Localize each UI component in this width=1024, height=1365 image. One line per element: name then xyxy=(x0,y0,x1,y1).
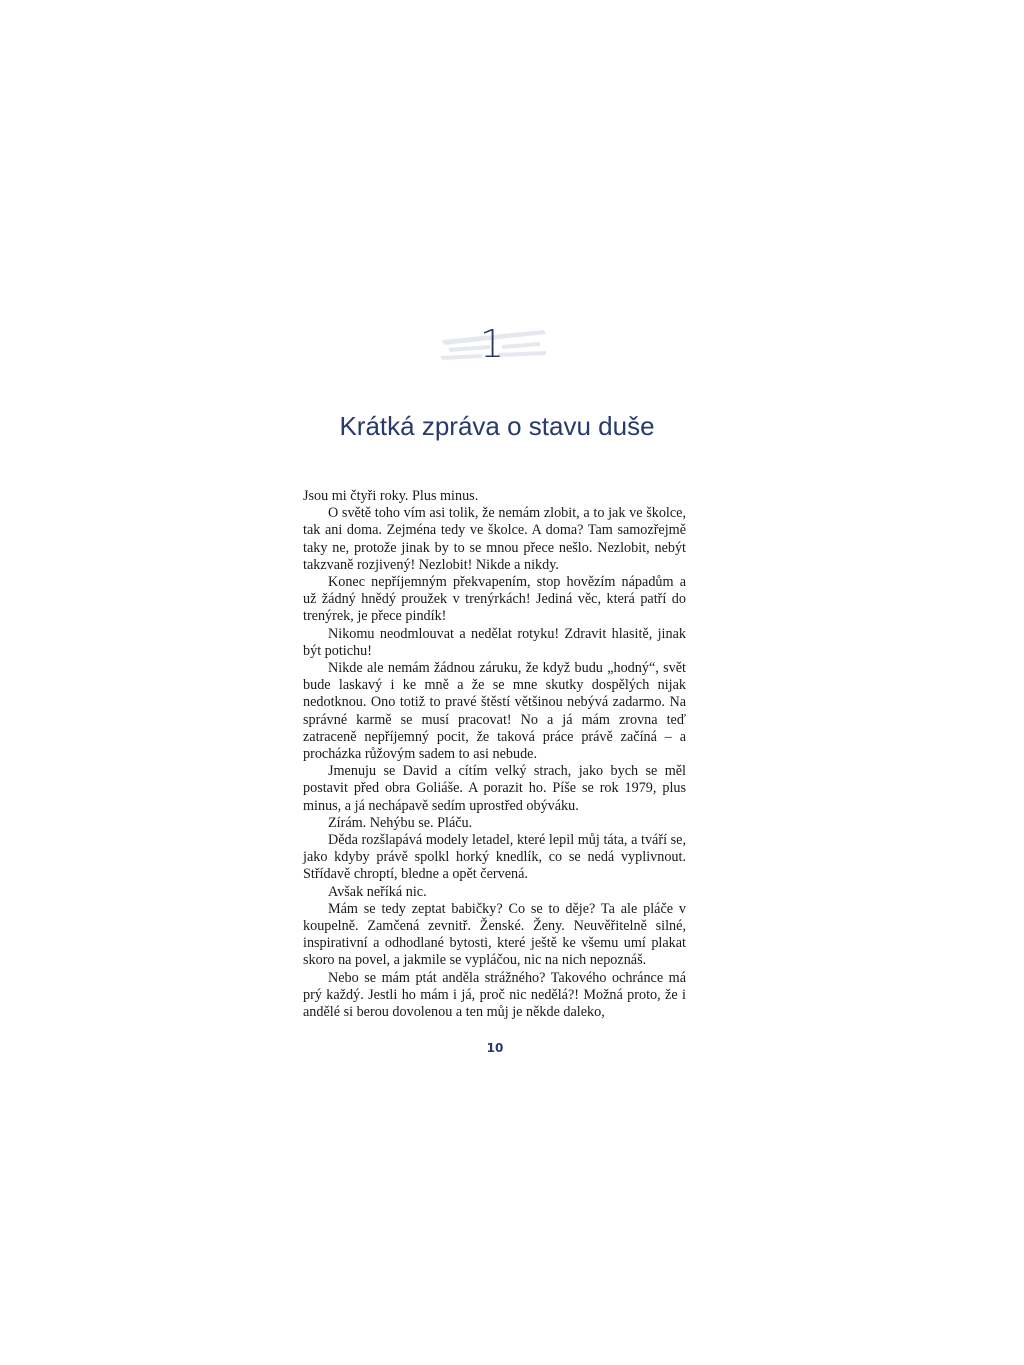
chapter-number: 1 xyxy=(479,322,505,366)
paragraph: Jsou mi čtyři roky. Plus minus. xyxy=(303,488,479,504)
paragraph: Děda rozšlapává modely letadel, které lepil můj táta, a tváří se, jako kdyby právě spolkl horký knedlík, co se nedá vyplivnout. Střídavě chroptí, bledne a opět červená. xyxy=(303,832,686,883)
paragraph: Avšak neříká nic. xyxy=(328,883,427,900)
paragraph: Mám se tedy zeptat babičky? Co se to děje? Ta ale pláče v koupelně. Zamčená zevnitř. Ženské. Ženy. Neuvěřitelně silné, inspirativní a odhodlané bytosti, které ještě ke všemu umí plakat skoro na povel, a jakmile se vypláčou, nic na nich nepoznáš. xyxy=(303,900,686,969)
chapter-body xyxy=(303,488,686,1021)
paragraph: Nikde ale nemám žádnou záruku, že když budu „hodný“, svět bude laskavý i ke mně a že se mne skutky dospělých nijak nedotknou. Ono totiž to pravé štěstí většinou nebývá zadarmo. Na správné karmě se musí pracovat! No a já mám zrovna teď zatraceně nepříjemný pocit, že taková práce právě začíná – a procházka růžovým sadem to asi nebude. xyxy=(303,660,686,763)
paragraph: Nikomu neodmlouvat a nedělat rotyku! Zdravit hlasitě, jinak být potichu! xyxy=(303,625,686,659)
paragraph: Jmenuju se David a cítím velký strach, jako bych se měl postavit před obra Goliáše. A porazit ho. Píše se rok 1979, plus minus, a já nechápavě sedím uprostřed obýváku. xyxy=(303,763,686,814)
chapter-number-ornament xyxy=(432,318,552,378)
paragraph: O světě toho vím asi tolik, že nemám zlobit, a to jak ve školce, tak ani doma. Zejména tedy ve školce. A doma? Tam samozřejmě taky ne, protože jinak by to se mnou přece nešlo. Nezlobit, nebýt takzvaně rozjivený! Nezlobit! Nikde a nikdy. xyxy=(303,505,686,573)
paragraph: Konec nepříjemným překvapením, stop hovězím nápadům a už žádný hnědý proužek v trenýrkách! Jediná věc, která patří do trenýrek, je přece pindík! xyxy=(303,574,686,625)
paragraph: Nebo se mám ptát anděla strážného? Takového ochránce má prý každý. Jestli ho mám i já, proč nic nedělá?! Možná proto, že i andělé si berou dovolenou a ten můj je někde daleko, xyxy=(303,969,686,1021)
chapter-title: Krátká zpráva o stavu duše xyxy=(339,411,655,441)
page-number: 10 xyxy=(486,1041,504,1055)
paragraph: Zírám. Nehýbu se. Pláču. xyxy=(328,814,473,831)
